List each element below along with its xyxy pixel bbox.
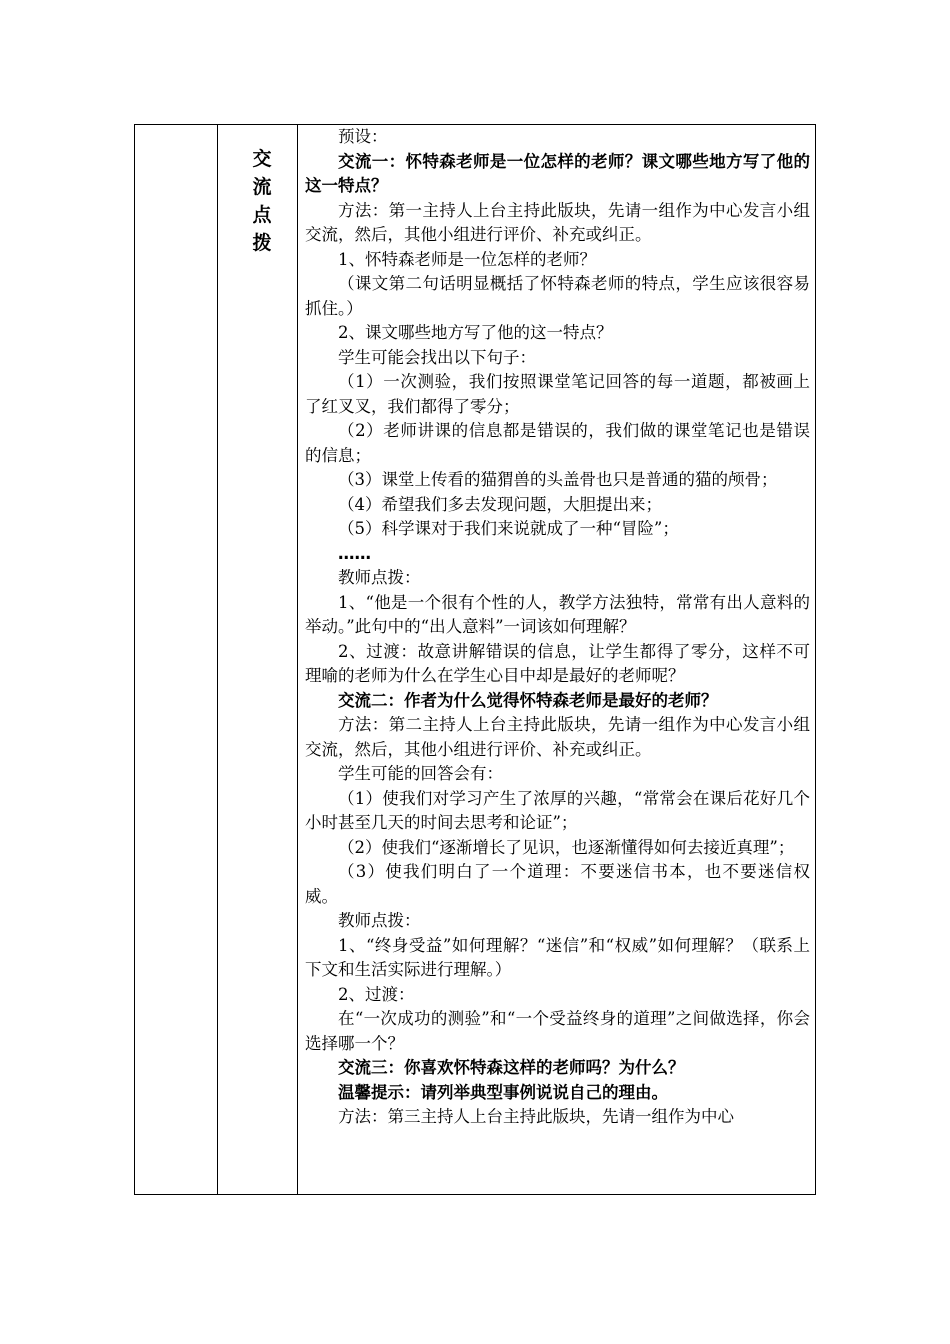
section-label-char: 拨	[252, 232, 272, 254]
paragraph: 1、怀特森老师是一位怎样的老师？	[338, 249, 596, 269]
paragraph: 交流二：作者为什么觉得怀特森老师是最好的老师？	[338, 690, 718, 710]
lesson-content	[305, 125, 810, 1130]
paragraph: 预设：	[338, 127, 388, 146]
column-divider	[297, 125, 298, 1194]
paragraph: （3）课堂上传看的猫猬兽的头盖骨也只是普通的猫的颅骨；	[338, 470, 778, 489]
paragraph: （2）使我们“逐渐增长了见识，也逐渐懂得如何去接近真理”；	[338, 837, 795, 857]
paragraph: ……	[338, 543, 371, 563]
section-label-char: 交	[252, 148, 272, 170]
paragraph: （课文第二句话明显概括了怀特森老师的特点，学生应该很容易抓住。）	[305, 274, 810, 318]
paragraph: 方法：第二主持人上台主持此版块，先请一组作为中心发言小组交流，然后，其他小组进行评价、补充或纠正。	[305, 715, 810, 759]
column-divider	[217, 125, 218, 1194]
paragraph: 2、过渡：故意讲解错误的信息，让学生都得了零分，这样不可理喻的老师为什么在学生心目中却是最好的老师呢？	[305, 641, 810, 685]
paragraph: 2、课文哪些地方写了他的这一特点？	[338, 323, 613, 342]
paragraph: 学生可能会找出以下句子：	[338, 347, 536, 367]
paragraph: （2）老师讲课的信息都是错误的，我们做的课堂笔记也是错误的信息；	[305, 421, 810, 465]
paragraph: 方法：第三主持人上台主持此版块，先请一组作为中心	[338, 1107, 734, 1126]
paragraph: （3）使我们明白了一个道理：不要迷信书本，也不要迷信权威。	[305, 862, 810, 906]
paragraph: 交流一：怀特森老师是一位怎样的老师？课文哪些地方写了他的这一特点？	[305, 151, 810, 195]
paragraph: 交流三：你喜欢怀特森这样的老师吗？为什么？	[338, 1058, 685, 1077]
section-label-char: 流	[252, 176, 272, 198]
paragraph: （5）科学课对于我们来说就成了一种“冒险”；	[338, 519, 679, 538]
paragraph: 在“一次成功的测验”和“一个受益终身的道理”之间做选择，你会选择哪一个？	[305, 1009, 810, 1053]
paragraph: 教师点拨：	[338, 911, 421, 930]
paragraph: 方法：第一主持人上台主持此版块，先请一组作为中心发言小组交流，然后，其他小组进行评价、补充或纠正。	[305, 200, 810, 244]
paragraph: 学生可能的回答会有：	[338, 764, 503, 783]
paragraph: 1、“他是一个很有个性的人，教学方法独特，常常有出人意料的举动。”此句中的“出人意料”一词该如何理解？	[305, 592, 810, 636]
paragraph: （4）希望我们多去发现问题，大胆提出来；	[338, 494, 662, 514]
section-label	[249, 145, 275, 257]
lesson-table	[134, 124, 816, 1195]
paragraph: 温馨提示：请列举典型事例说说自己的理由。	[338, 1082, 668, 1102]
paragraph: （1）使我们对学习产生了浓厚的兴趣，“常常会在课后花好几个小时甚至几天的时间去思考和论证”；	[305, 788, 810, 832]
paragraph: 教师点拨：	[338, 568, 421, 587]
paragraph: （1）一次测验，我们按照课堂笔记回答的每一道题，都被画上了红叉叉，我们都得了零分；	[305, 372, 810, 416]
section-label-char: 点	[252, 204, 272, 226]
paragraph: 2、过渡：	[338, 984, 415, 1004]
paragraph: 1、“终身受益”如何理解？“迷信”和“权威”如何理解？（联系上下文和生活实际进行理解。）	[305, 935, 810, 979]
